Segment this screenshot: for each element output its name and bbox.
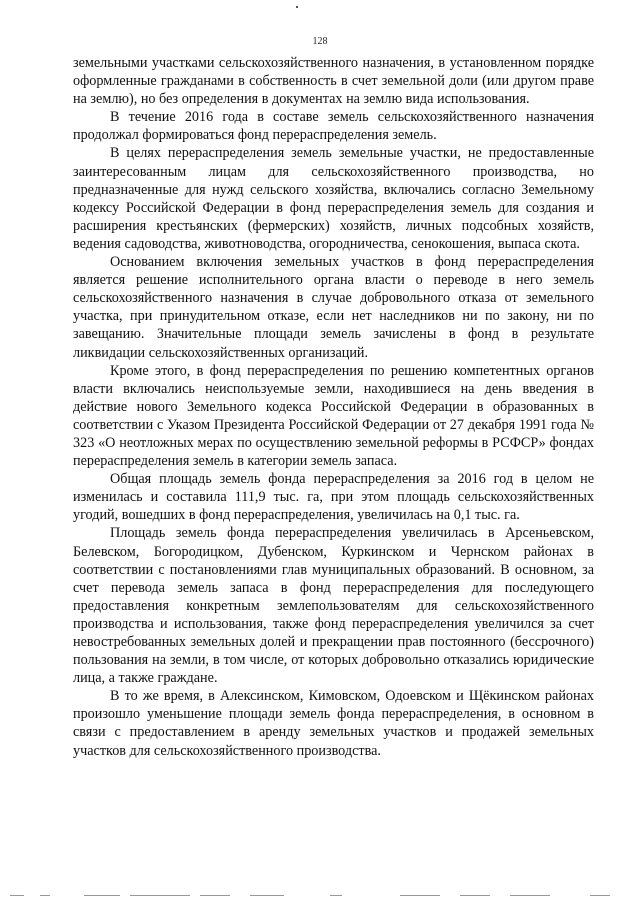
paragraph-8: В то же время, в Алексинском, Кимовском, Одоевском и Щёкинском районах произошло уменьшение площади земель фонда перераспределения, в основном в связи с предоставлением в аренду земельных участков и продажей земельных участков для сельскохозяйственного производства. xyxy=(73,688,594,759)
paragraph-3: В целях перераспределения земель земельные участки, не предоставленные заинтересованным лицам для сельскохозяйственного производства, но предназначенные для нужд сельского хозяйства, включались согласно Земельному кодексу Российской Федерации в фонд перераспределения земель для создания и расширения крестьянских (фермерских) хозяйств, личных подсобных хозяйств, ведения садоводства, животноводства, огородничества, сенокошения, выпаса скота. xyxy=(73,145,594,252)
page-number: 128 xyxy=(312,36,328,47)
body-text xyxy=(73,54,594,760)
paragraph-5: Кроме этого, в фонд перераспределения по решению компетентных органов власти включались неиспользуемые земли, находившиеся на день введения в действие нового Земельного кодекса Российской Федерации в образованных в соответствии с Указом Президента Российской Федерации от 27 декабря 1991 года № 323 «О неотложных мерах по осуществлению земельной реформы в РСФСР» фондах перераспределения земель в категории земель запаса. xyxy=(73,362,594,470)
scan-dot xyxy=(296,6,298,8)
paragraph-1: земельными участками сельскохозяйственного назначения, в установленном порядке оформленные гражданами в собственность в счет земельной доли (или другом праве на землю), но без определения в документах на землю вида использования. xyxy=(73,55,594,108)
paragraph-4: Основанием включения земельных участков в фонд перераспределения является решение исполнительного органа власти о переводе в него земель сельскохозяйственного назначения в случае добровольного отказа от земельного участка, при принудительном отказе, если нет наследников ни по закону, ни по завещанию. Значительные площади земель зачислены в фонд в результате ликвидации сельскохозяйственных организаций. xyxy=(73,254,594,361)
paragraph-6: Общая площадь земель фонда перераспределения за 2016 год в целом не изменилась и составила 111,9 тыс. га, при этом площадь сельскохозяйственных угодий, вошедших в фонд перераспределения, увеличилась на 0,1 тыс. га. xyxy=(73,471,594,524)
paragraph-7: Площадь земель фонда перераспределения увеличилась в Арсеньевском, Белевском, Богородицком, Дубенском, Куркинском и Чернском районах в соответствии с постановлениями глав муниципальных образований. В основном, за счет перевода земель запаса в фонд перераспределения для последующего предоставления конкретным землепользователям для сельскохозяйственного производства и использования, также фонд перераспределения увеличился за счет невостребованных земельных долей и прекращении прав постоянного (бессрочного) пользования на земли, в том числе, от которых добровольно отказались юридические лица, а также граждане. xyxy=(73,525,594,687)
paragraph-2: В течение 2016 года в составе земель сельскохозяйственного назначения продолжал формироваться фонд перераспределения земель. xyxy=(73,109,594,144)
scan-artifact-strip xyxy=(0,893,640,899)
